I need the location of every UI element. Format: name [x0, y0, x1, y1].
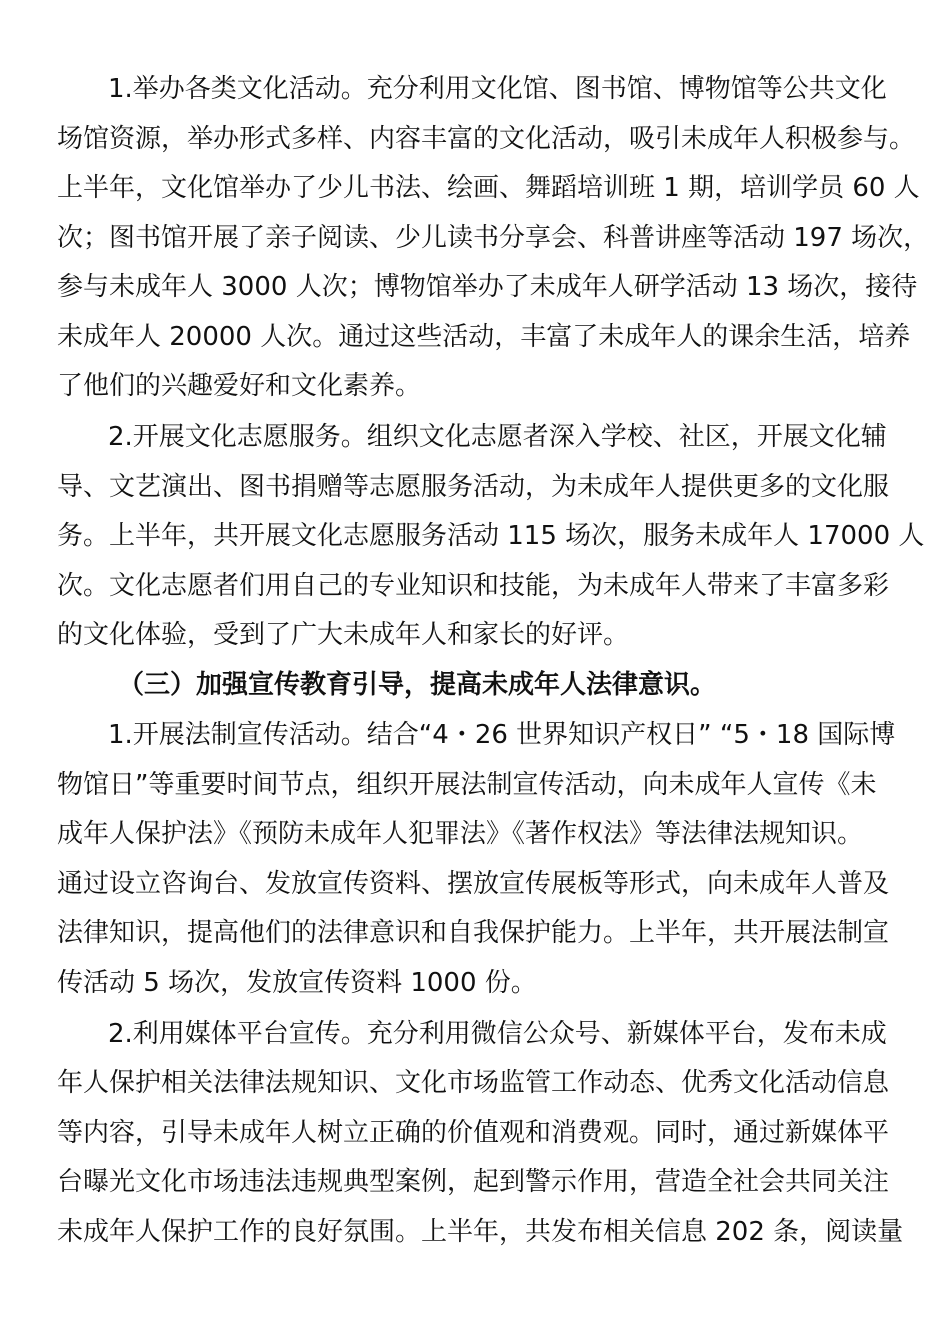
- text-line: 传活动 5 场次，发放宣传资料 1000 份。: [57, 968, 537, 998]
- text-line: 务。上半年，共开展文化志愿服务活动 115 场次，服务未成年人 17000 人: [57, 521, 925, 551]
- text-line: 的文化体验，受到了广大未成年人和家长的好评。: [57, 620, 630, 650]
- text-line: 次。文化志愿者们用自己的专业知识和技能，为未成年人带来了丰富多彩: [57, 571, 890, 601]
- text-line: 成年人保护法》《预防未成年人犯罪法》《著作权法》等法律法规知识。: [57, 819, 864, 849]
- text-line: 台曝光文化市场违法违规典型案例，起到警示作用，营造全社会共同关注: [57, 1167, 890, 1197]
- text-line: 物馆日”等重要时间节点，组织开展法制宣传活动，向未成年人宣传《未: [57, 770, 877, 800]
- text-line: 导、文艺演出、图书捐赠等志愿服务活动，为未成年人提供更多的文化服: [57, 472, 890, 502]
- text-line: 场馆资源，举办形式多样、内容丰富的文化活动，吸引未成年人积极参与。: [57, 124, 916, 154]
- text-line: 了他们的兴趣爱好和文化素养。: [57, 371, 422, 401]
- text-line: 未成年人保护工作的良好氛围。上半年，共发布相关信息 202 条，阅读量: [57, 1217, 904, 1247]
- text-line: 1.举办各类文化活动。充分利用文化馆、图书馆、博物馆等公共文化: [108, 74, 887, 104]
- text-line: 法律知识，提高他们的法律意识和自我保护能力。上半年，共开展法制宣: [57, 918, 890, 948]
- section-heading: （三）加强宣传教育引导，提高未成年人法律意识。: [118, 670, 717, 700]
- text-line: 2.开展文化志愿服务。组织文化志愿者深入学校、社区，开展文化辅: [108, 422, 887, 452]
- text-line: 2.利用媒体平台宣传。充分利用微信公众号、新媒体平台，发布未成: [108, 1019, 887, 1049]
- text-line: 通过设立咨询台、发放宣传资料、摆放宣传展板等形式，向未成年人普及: [57, 869, 890, 899]
- text-line: 次；图书馆开展了亲子阅读、少儿读书分享会、科普讲座等活动 197 场次，: [57, 223, 930, 253]
- text-line: 1.开展法制宣传活动。结合“4・26 世界知识产权日” “5・18 国际博: [108, 720, 896, 750]
- text-line: 年人保护相关法律法规知识、文化市场监管工作动态、优秀文化活动信息: [57, 1068, 890, 1098]
- text-line: 参与未成年人 3000 人次；博物馆举办了未成年人研学活动 13 场次，接待: [57, 272, 918, 302]
- text-line: 等内容，引导未成年人树立正确的价值观和消费观。同时，通过新媒体平: [57, 1118, 890, 1148]
- text-line: 未成年人 20000 人次。通过这些活动，丰富了未成年人的课余生活，培养: [57, 322, 911, 352]
- text-line: 上半年，文化馆举办了少儿书法、绘画、舞蹈培训班 1 期，培训学员 60 人: [57, 173, 920, 203]
